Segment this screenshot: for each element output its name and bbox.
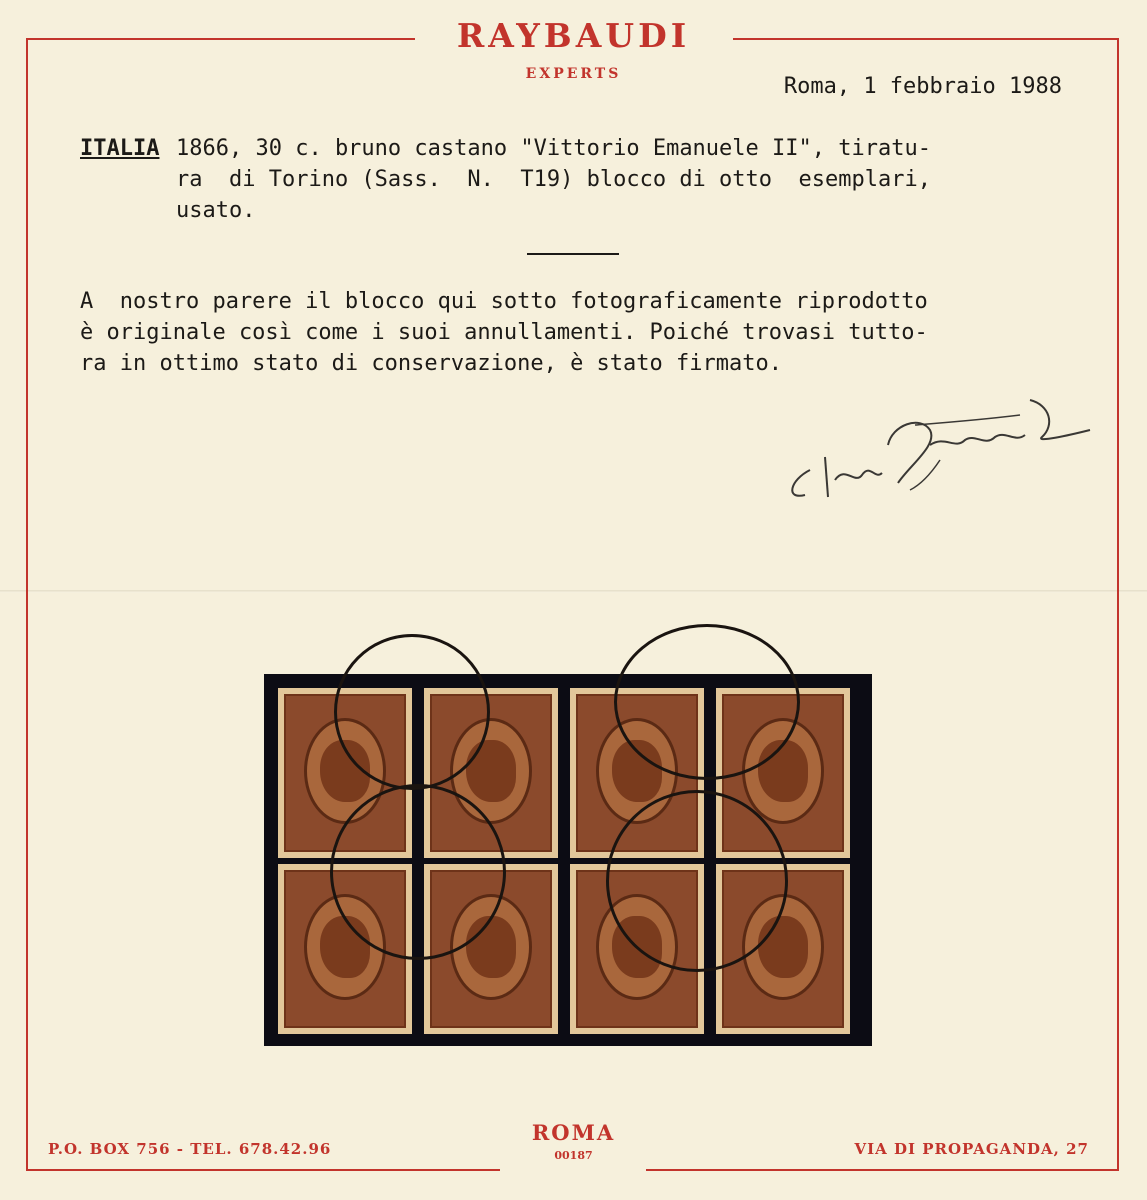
description-line-1: 1866, 30 c. bruno castano "Vittorio Emanuele II", tiratu- (176, 136, 931, 161)
opinion-line-2: è originale così come i suoi annullamenti. Poiché trovasi tutto- (80, 320, 928, 345)
description-line-2: ra di Torino (Sass. N. T19) blocco di otto esemplari, (176, 167, 931, 192)
postmark (330, 784, 506, 960)
footer-address: VIA DI PROPAGANDA, 27 (854, 1140, 1089, 1158)
brand-title: RAYBAUDI (456, 16, 691, 55)
section-divider (527, 253, 619, 255)
stamp-block-photo (264, 674, 872, 1046)
brand-subtitle: EXPERTS (525, 66, 622, 82)
border-gap-bottom (500, 1160, 646, 1176)
postmark (606, 790, 788, 972)
certificate-date: Roma, 1 febbraio 1988 (783, 74, 1062, 99)
description-line-3: usato. (176, 198, 256, 223)
footer-city: ROMA (531, 1120, 616, 1145)
postmark (334, 634, 490, 790)
postmark (614, 624, 800, 780)
expert-signature (780, 385, 1110, 515)
footer-zip: 00187 (554, 1149, 593, 1162)
opinion-line-1: A nostro parere il blocco qui sotto fotograficamente riprodotto (80, 289, 928, 314)
country-label: ITALIA (80, 136, 160, 161)
footer-contact: P.O. BOX 756 - TEL. 678.42.96 (48, 1140, 332, 1158)
opinion-line-3: ra in ottimo stato di conservazione, è stato firmato. (80, 351, 782, 376)
